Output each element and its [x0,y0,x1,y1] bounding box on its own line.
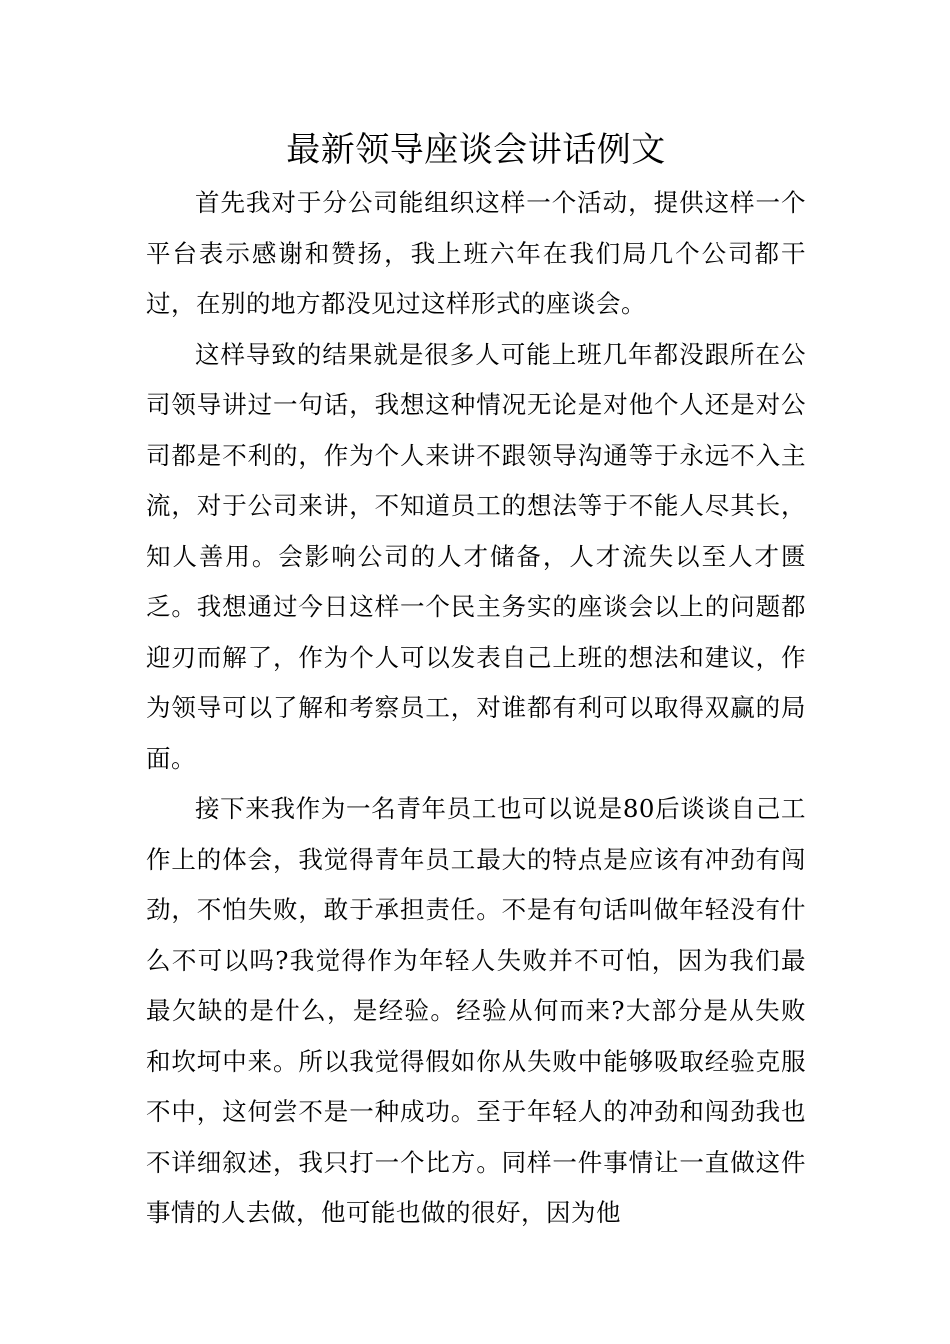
paragraph-3: 接下来我作为一名青年员工也可以说是80后谈谈自己工作上的体会，我觉得青年员工最大的特点是应该有冲劲有闯劲，不怕失败，敢于承担责任。不是有句话叫做年轻没有什么不可以吗?我觉得作为年轻人失败并不可怕，因为我们最最欠缺的是什么，是经验。经验从何而来?大部分是从失败和坎坷中来。所以我觉得假如你从失败中能够吸取经验克服不中，这何尝不是一种成功。至于年轻人的冲劲和闯劲我也不详细叙述，我只打一个比方。同样一件事情让一直做这件事情的人去做，他可能也做的很好，因为他 [146,794,806,1227]
document-title: 最新领导座谈会讲话例文 [286,130,666,170]
paragraph-1: 首先我对于分公司能组织这样一个活动，提供这样一个平台表示感谢和赞扬，我上班六年在我们局几个公司都干过，在别的地方都没见过这样形式的座谈会。 [146,188,806,318]
document-page [146,128,806,1239]
paragraph-2: 这样导致的结果就是很多人可能上班几年都没跟所在公司领导讲过一句话，我想这种情况无论是对他个人还是对公司都是不利的，作为个人来讲不跟领导沟通等于永远不入主流，对于公司来讲，不知道员工的想法等于不能人尽其长，知人善用。会影响公司的人才储备，人才流失以至人才匮乏。我想通过今日这样一个民主务实的座谈会以上的问题都迎刃而解了，作为个人可以发表自己上班的想法和建议，作为领导可以了解和考察员工，对谁都有利可以取得双赢的局面。 [146,339,806,773]
